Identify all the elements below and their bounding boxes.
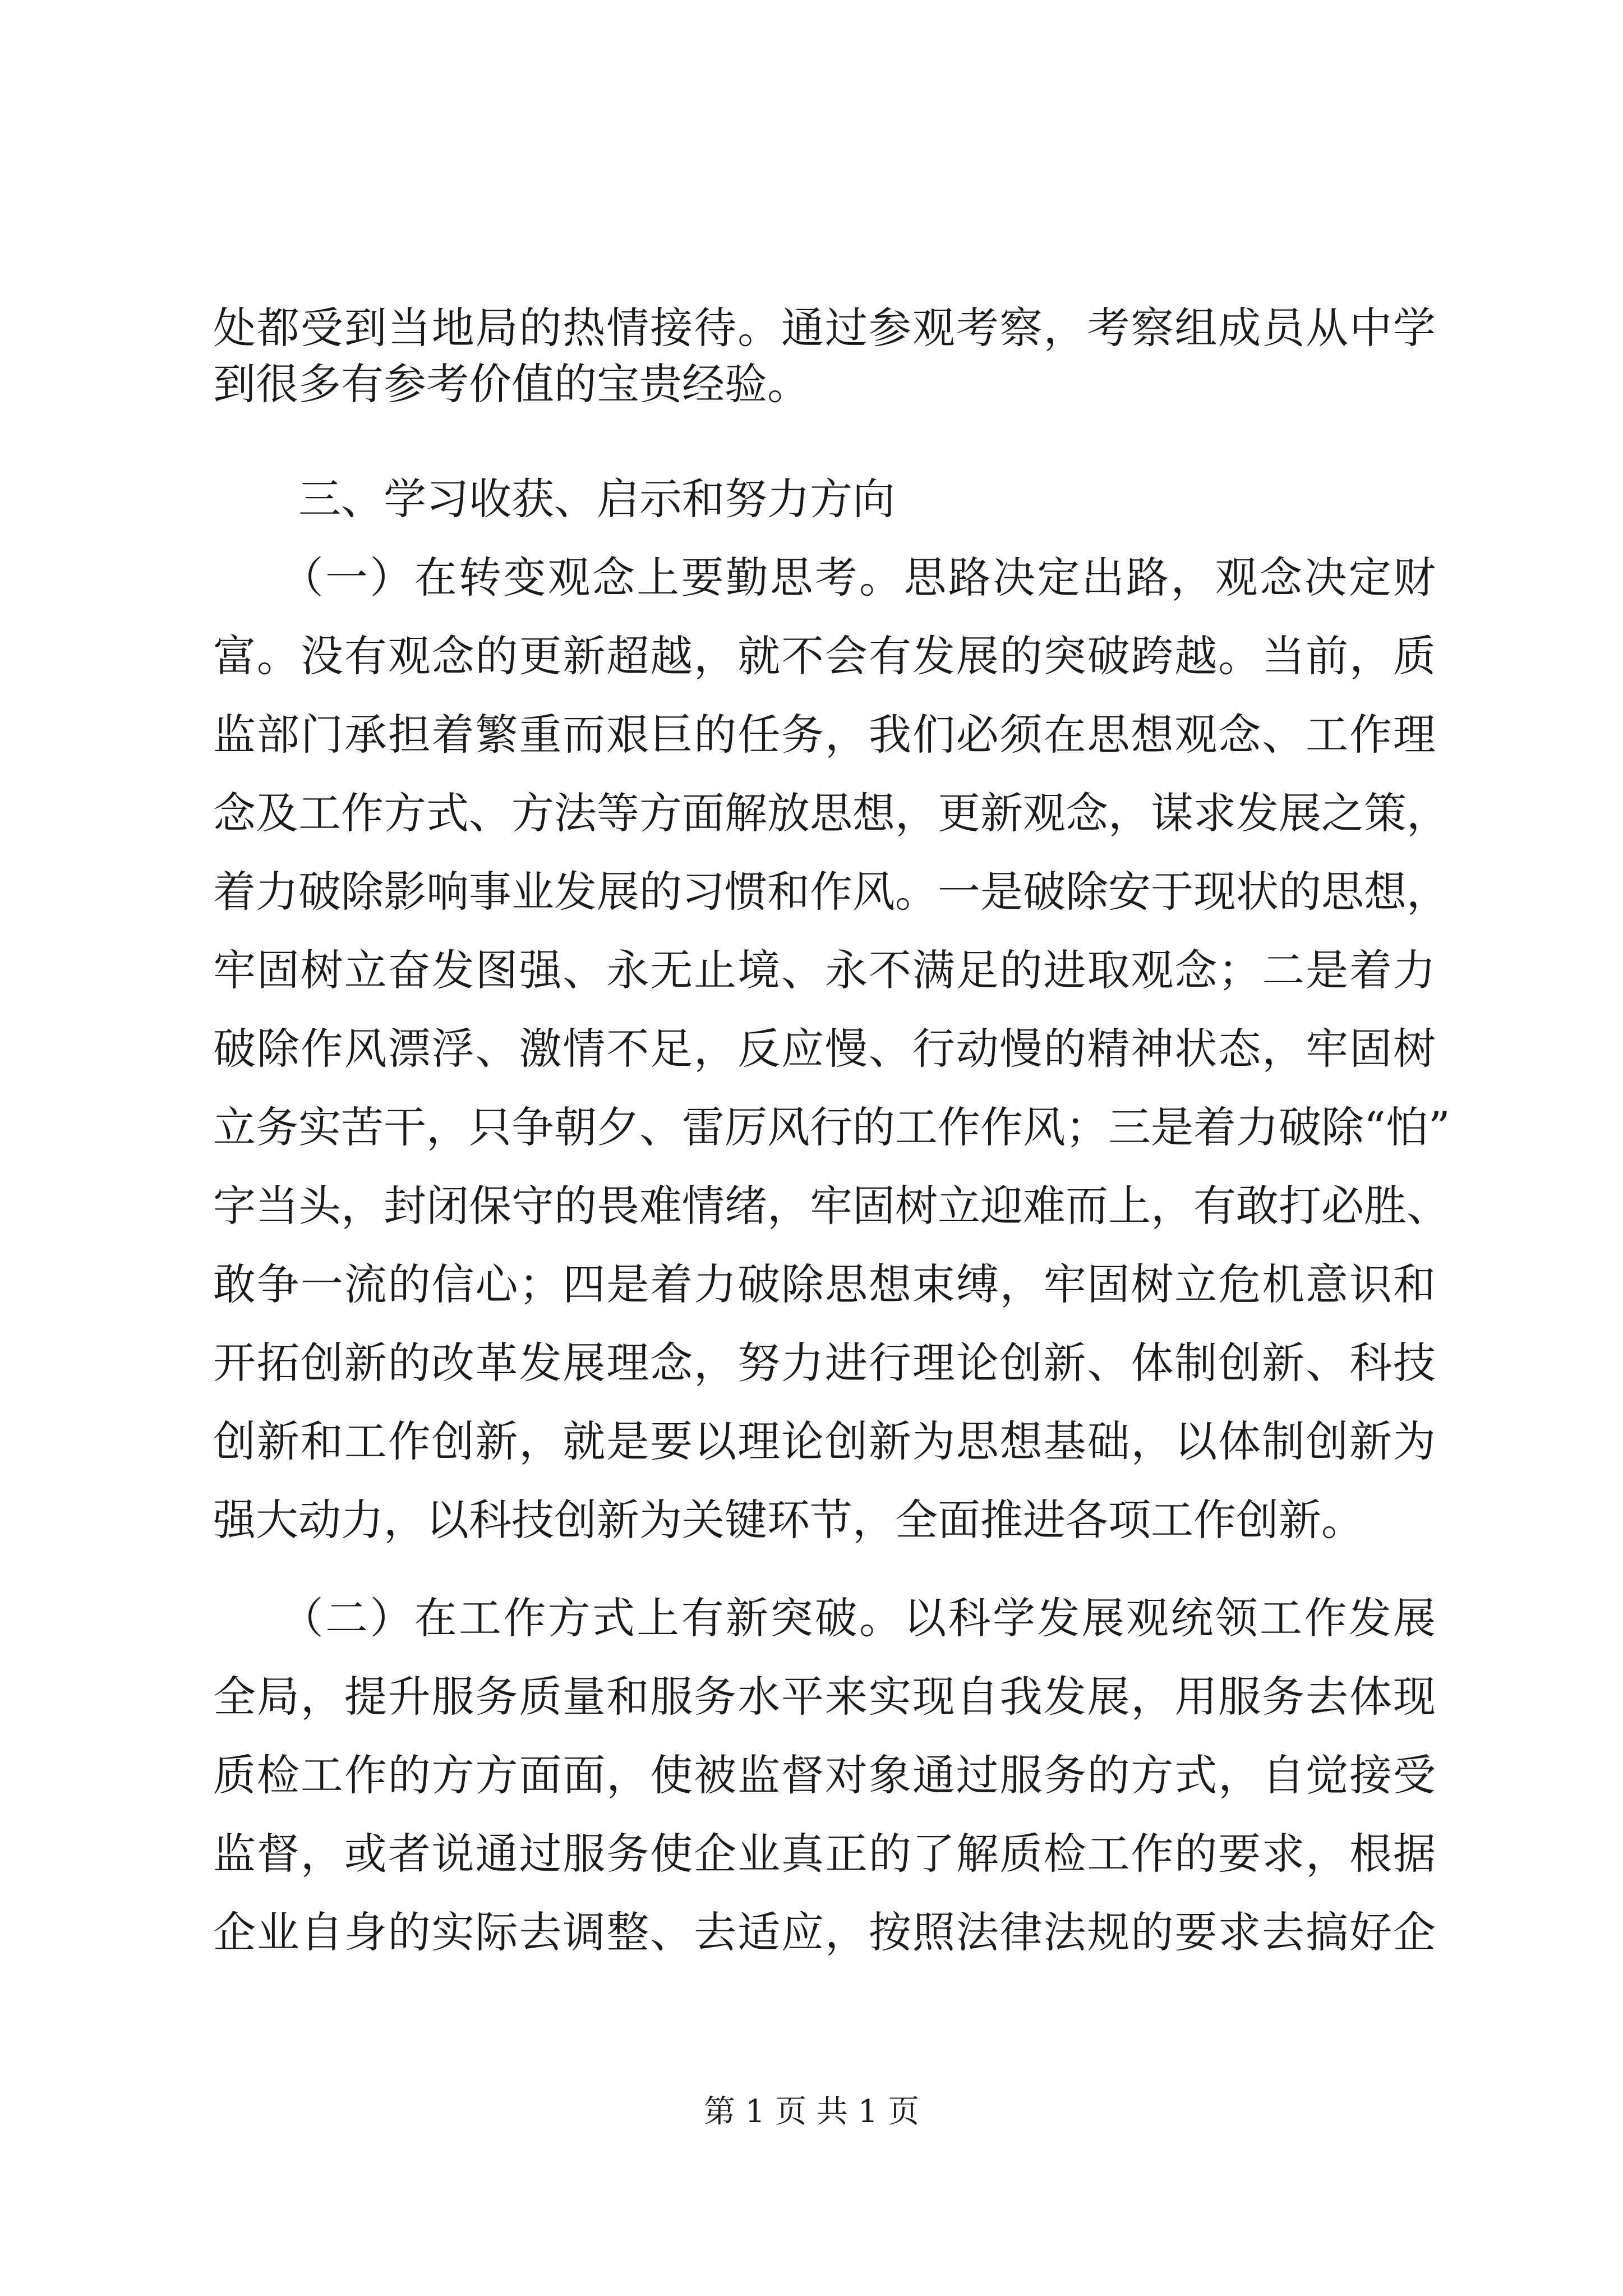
body-line: 质检工作的方方面面，使被监督对象通过服务的方式，自觉接受 — [213, 1750, 1436, 1800]
section-heading: 三、学习收获、启示和努力方向 — [213, 474, 895, 524]
body-line: 着力破除影响事业发展的习惯和作风。一是破除安于现状的思想， — [213, 867, 1449, 917]
body-line: （一）在转变观念上要勤思考。思路决定出路，观念决定财 — [213, 553, 1436, 602]
body-line: 处都受到当地局的热情接待。通过参观考察，考察组成员从中学 — [213, 303, 1436, 353]
body-line: 监部门承担着繁重而艰巨的任务，我们必须在思想观念、工作理 — [213, 710, 1436, 760]
body-line: 企业自身的实际去调整、去适应，按照法律法规的要求去搞好企 — [213, 1907, 1436, 1957]
body-line: 富。没有观念的更新超越，就不会有发展的突破跨越。当前，质 — [213, 631, 1436, 681]
page-number-footer: 第 1 页 共 1 页 — [703, 2093, 920, 2130]
body-line: 敢争一流的信心；四是着力破除思想束缚，牢固树立危机意识和 — [213, 1259, 1436, 1309]
body-line: 破除作风漂浮、激情不足，反应慢、行动慢的精神状态，牢固树 — [213, 1024, 1436, 1074]
body-line: 监督，或者说通过服务使企业真正的了解质检工作的要求，根据 — [213, 1829, 1436, 1879]
body-line: 立务实苦干，只争朝夕、雷厉风行的工作作风；三是着力破除“怕” — [213, 1102, 1450, 1152]
body-line: （二）在工作方式上有新突破。以科学发展观统领工作发展 — [213, 1593, 1436, 1643]
body-line: 到很多有参考价值的宝贵经验。 — [213, 359, 810, 409]
body-line: 字当头，封闭保守的畏难情绪，牢固树立迎难而上，有敢打必胜、 — [213, 1181, 1449, 1231]
body-line: 创新和工作创新，就是要以理论创新为思想基础，以体制创新为 — [213, 1416, 1436, 1466]
body-line: 牢固树立奋发图强、永无止境、永不满足的进取观念；二是着力 — [213, 945, 1436, 995]
body-line: 全局，提升服务质量和服务水平来实现自我发展，用服务去体现 — [213, 1672, 1436, 1722]
body-line: 开拓创新的改革发展理念，努力进行理论创新、体制创新、科技 — [213, 1338, 1436, 1388]
body-line: 强大动力，以科技创新为关键环节，全面推进各项工作创新。 — [213, 1495, 1364, 1545]
body-line: 念及工作方式、方法等方面解放思想，更新观念，谋求发展之策， — [213, 788, 1449, 838]
